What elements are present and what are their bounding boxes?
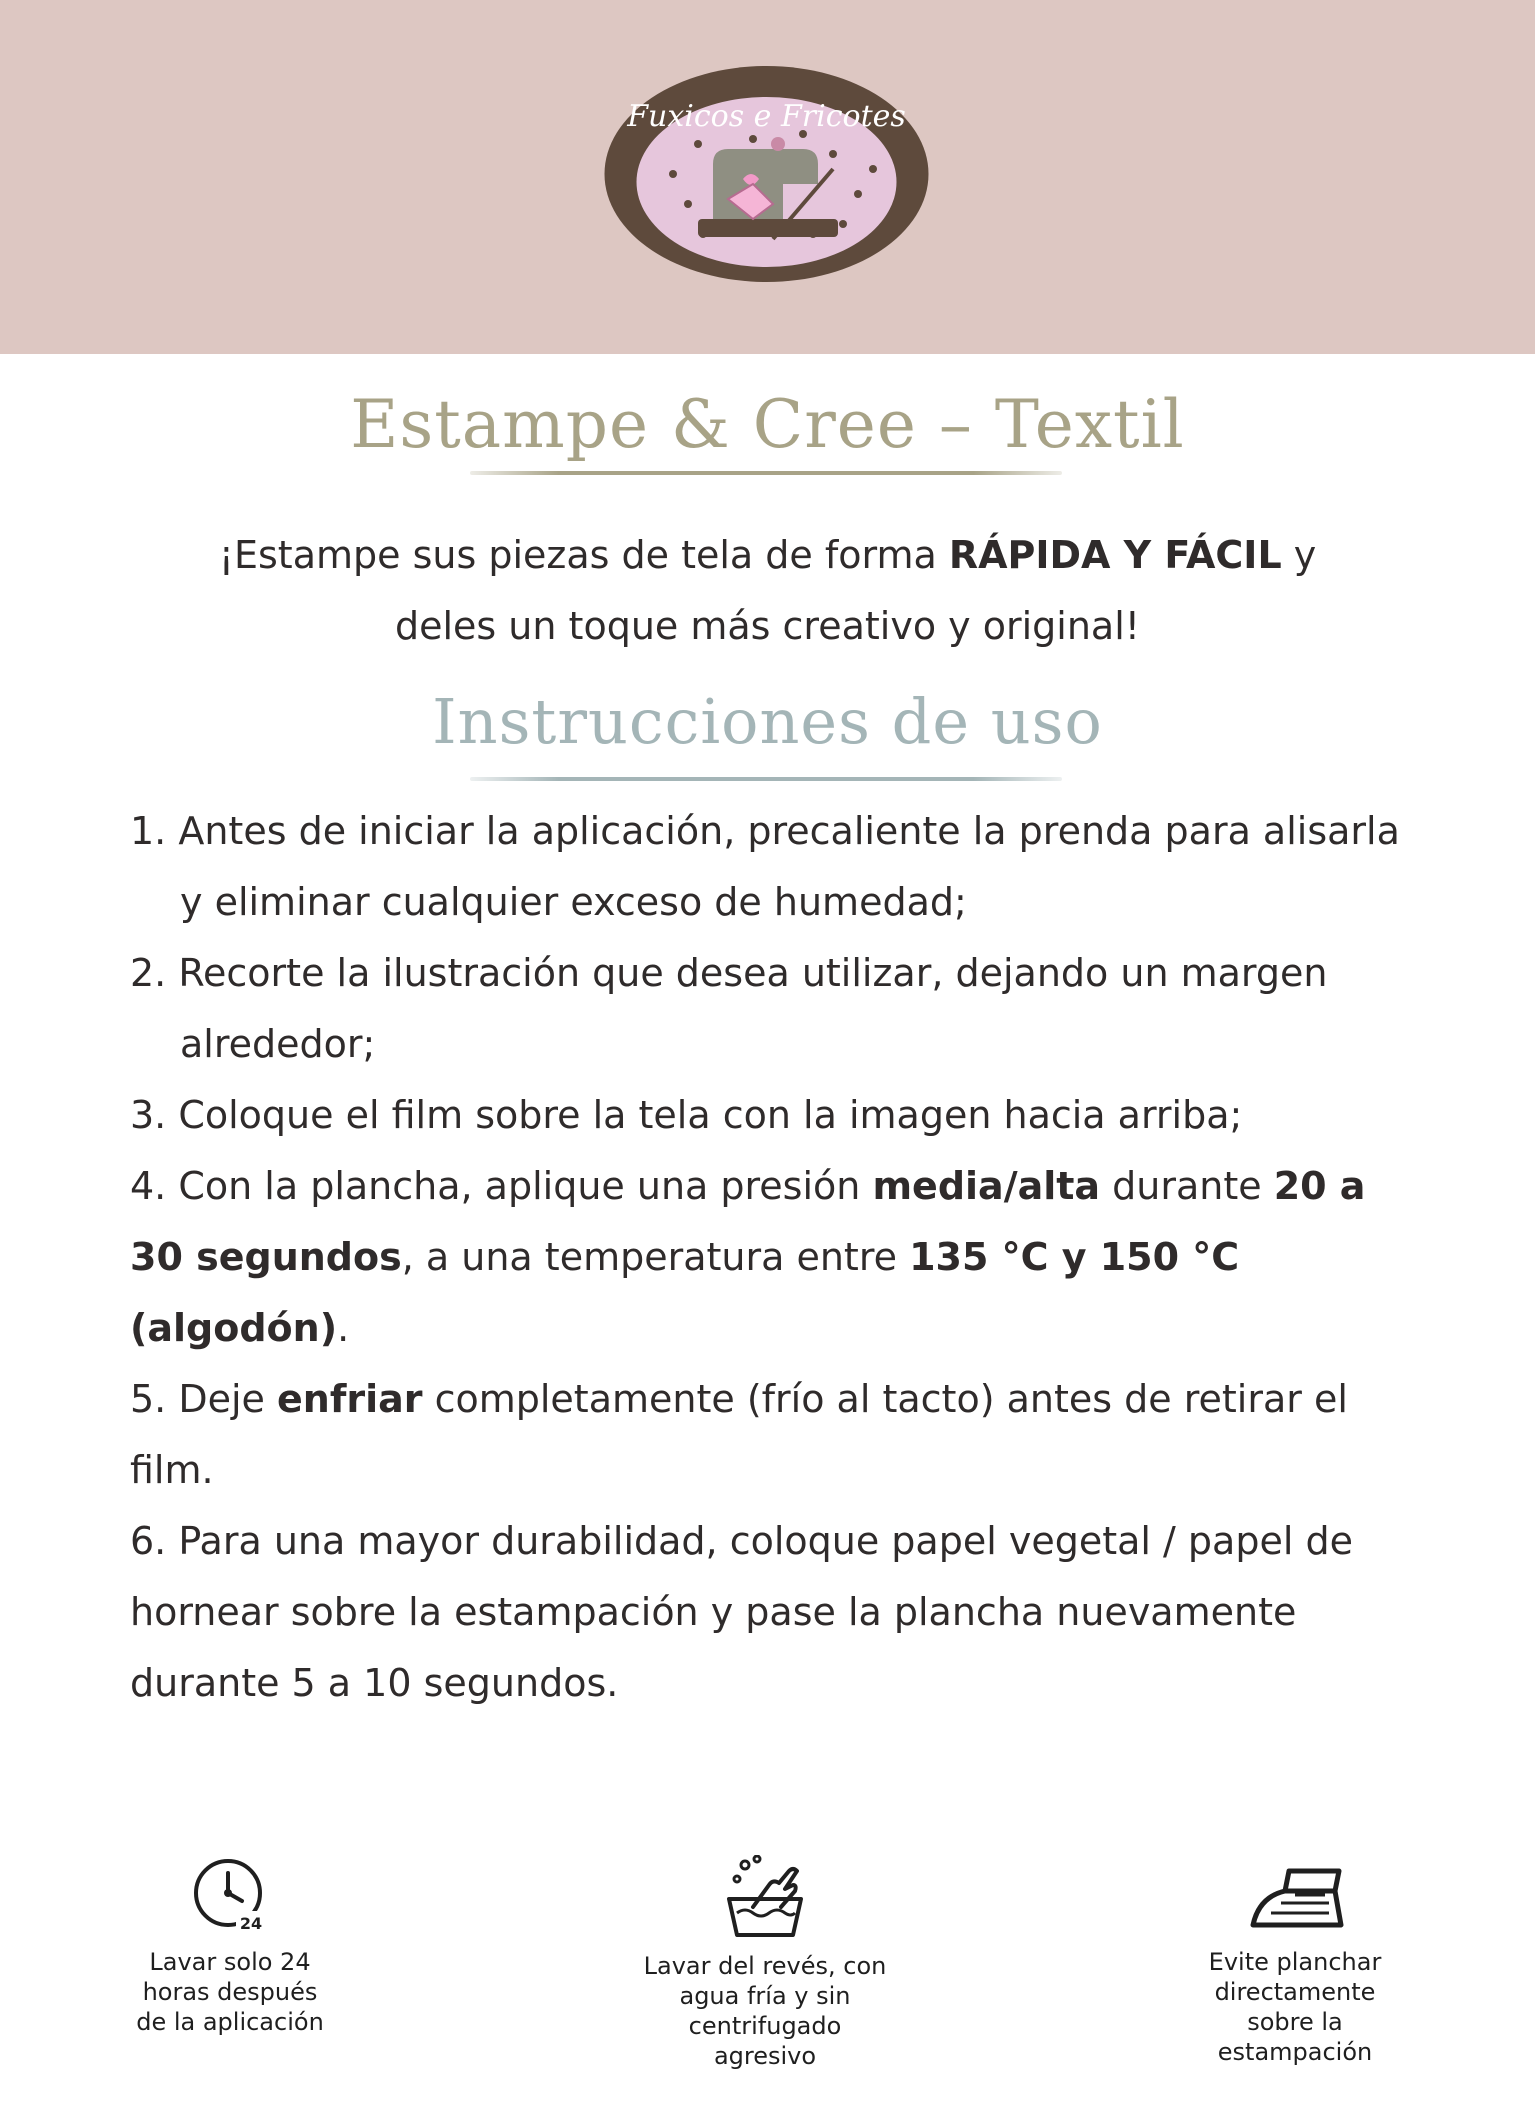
care-caption-3: Evite planchar directamente sobre la estampación: [1208, 1948, 1382, 2066]
intro-line-2: deles un toque más creativo y original!: [394, 604, 1140, 648]
step-3: 3. Coloque el film sobre la tela con la imagen hacia arriba;: [130, 1093, 1243, 1137]
hand-wash-icon: [723, 1855, 807, 1939]
intro-text: [120, 520, 1415, 662]
logo-text: Fuxicos e Fricotes: [627, 99, 906, 134]
iron-icon: [1245, 1855, 1345, 1935]
instructions-heading: Instrucciones de uso: [432, 685, 1103, 758]
page-title: Estampe & Cree – Textil: [350, 386, 1185, 463]
instructions-list: [130, 796, 1410, 1719]
title-divider: [470, 471, 1062, 475]
clock-24h-icon: [190, 1855, 270, 1935]
step-6: 6. Para una mayor durabilidad, coloque papel vegetal / papel de hornear sobre la estampación y pase la plancha nuevamente durante 5 a 10 segundos.: [130, 1519, 1353, 1705]
header-banner: [0, 0, 1535, 354]
care-item-wash-after-24h: [75, 1855, 385, 2037]
instructions-divider: [470, 777, 1062, 781]
step-2: 2. Recorte la ilustración que desea utilizar, dejando un margen alrededor;: [130, 951, 1328, 1066]
care-caption-1: Lavar solo 24 horas después de la aplicación: [136, 1948, 324, 2036]
care-item-hand-wash: [610, 1855, 920, 2071]
brand-logo: [603, 64, 930, 284]
step-1: 1. Antes de iniciar la aplicación, precaliente la prenda para alisarla y eliminar cualquier exceso de humedad;: [130, 809, 1400, 924]
step-4: 4. Con la plancha, aplique una presión media/alta durante 20 a 30 segundos, a una temperatura entre 135 °C y 150 °C (algodón).: [130, 1164, 1366, 1350]
svg-text:24: 24: [239, 1914, 263, 1933]
step-5: 5. Deje enfriar completamente (frío al tacto) antes de retirar el film.: [130, 1377, 1348, 1492]
care-item-no-direct-iron: [1140, 1855, 1450, 2067]
care-caption-2: Lavar del revés, con agua fría y sin centrifugado agresivo: [643, 1952, 887, 2070]
intro-line-1: ¡Estampe sus piezas de tela de forma RÁPIDA Y FÁCIL y: [218, 533, 1317, 577]
